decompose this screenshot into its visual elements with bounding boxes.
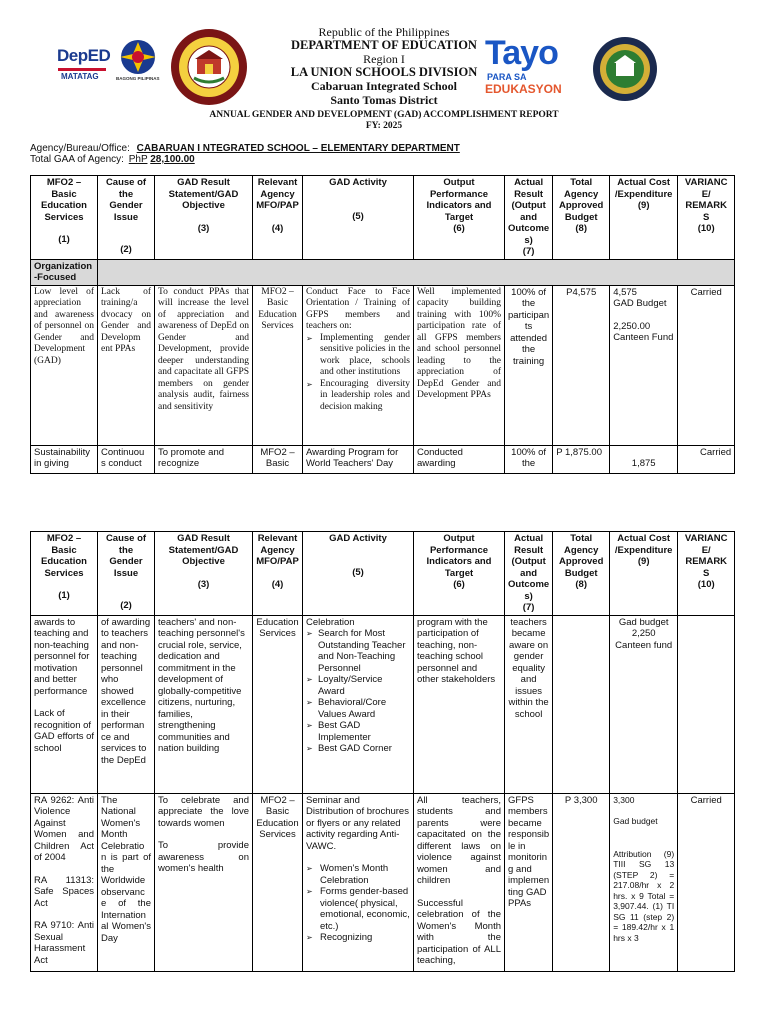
agency-label: Agency/Bureau/Office: [30, 143, 130, 154]
col-header-5: GAD Activity (5) [303, 176, 414, 260]
tayo-logo-text: Tayo [485, 34, 558, 72]
activity-item: ➢ Women's Month Celebration [306, 863, 410, 886]
cell-indicator: Conducted awarding [414, 445, 505, 473]
col-header-9: Actual Cost /Expenditure (9) [610, 176, 678, 260]
col-header-7: Actual Result (Output and Outcome s) (7) [505, 532, 553, 616]
activity-item: ➢ Loyalty/Service Award [306, 674, 410, 697]
col-header-2: Cause of the Gender Issue (2) [98, 532, 155, 616]
activity-item: ➢ Implementing gender sensitive policies in the work place, schools and other institutions [306, 333, 410, 379]
col-header-9: Actual Cost /Expenditure (9) [610, 532, 678, 616]
cell-cause: of awarding to teachers and non-teaching personnel who showed excellence in their performan ce and services to the DepEd [98, 615, 155, 793]
activity-item: ➢ Encouraging diversity in leadership roles and decision making [306, 379, 410, 414]
cell-activity: Awarding Program for World Teachers' Day [303, 445, 414, 473]
gad-table-part-2 [30, 531, 735, 972]
table-header-row [31, 176, 735, 260]
department-title: DEPARTMENT OF EDUCATION [291, 38, 477, 52]
table-row [31, 445, 735, 473]
cell-cause: The National Women's Month Celebratio n is part of the Worldwide observanc e of the Internation al Women's Day [98, 793, 155, 971]
activity-item: ➢ Best GAD Corner [306, 743, 410, 755]
cell-result: 100% of the [505, 445, 553, 473]
col-header-8: Total Agency Approved Budget (8) [553, 176, 610, 260]
republic-text: Republic of the Philippines [318, 25, 450, 39]
gaa-label: Total GAA of Agency: [30, 154, 124, 165]
cell-objective: To promote and recognize [155, 445, 253, 473]
cell-objective: To celebrate and appreciate the love towards women To provide awareness on women's health [155, 793, 253, 971]
table-header-row [31, 532, 735, 616]
cell-result: teachers became aware on gender equality and issues within the school [505, 615, 553, 793]
section-row [31, 259, 735, 285]
agency-value: CABARUAN I NTEGRATED SCHOOL – ELEMENTARY DEPARTMENT [136, 143, 460, 154]
cell-mfo: MFO2 – Basic Education Services [253, 793, 303, 971]
gaa-prefix: PhP [128, 154, 148, 165]
cell-issue: Low level of appreciation and awareness of personnel on Gender and Development (GAD) [31, 285, 98, 445]
activity-item: ➢ Forms gender-based violence( physical, emotional, economic, etc.) [306, 886, 410, 932]
cell-objective: teachers' and non-teaching personnel's crucial role, service, dedication and commitment in the development of globally-competitive citizens, nurturing, families, strengthening communities and nation building [155, 615, 253, 793]
cell-budget [553, 615, 610, 793]
district-name: Santo Tomas District [330, 93, 438, 107]
division-title: LA UNION SCHOOLS DIVISION [290, 65, 478, 79]
col-header-2: Cause of the Gender Issue (2) [98, 176, 155, 260]
col-header-1: MFO2 – Basic Education Services (1) [31, 532, 98, 616]
col-header-3: GAD Result Statement/GAD Objective (3) [155, 532, 253, 616]
region-text: Region I [363, 52, 405, 66]
cell-budget: P4,575 [553, 285, 610, 445]
cell-result: GFPS members became responsib le in monitorin g and implemen ting GAD PPAs [505, 793, 553, 971]
col-header-7: Actual Result (Output and Outcome s) (7) [505, 176, 553, 260]
report-title: ANNUAL GENDER AND DEVELOPMENT (GAD) ACCOMPLISHMENT REPORT [209, 110, 559, 120]
cell-activity: Seminar and Distribution of brochures or flyers or any related activity regarding Anti-VAWC. ➢ Women's Month Celebration ➢ Forms gender-based violence( physical, emotional, economic, etc.) ➢ Recognizing [303, 793, 414, 971]
cell-mfo: Education Services [253, 615, 303, 793]
cell-cause: Continuou s conduct [98, 445, 155, 473]
gad-table-part-1 [30, 175, 735, 474]
cell-cost: 1,875 [610, 445, 678, 473]
gaa-value: 28,100.00 [150, 154, 195, 165]
cell-cost: 4,575 GAD Budget 2,250.00 Canteen Fund [610, 285, 678, 445]
col-header-10: VARIANC E/ REMARK S (10) [678, 176, 735, 260]
bagong-pilipinas-text: BAGONG PILIPINAS [116, 76, 160, 81]
fiscal-year: FY: 2025 [365, 121, 403, 131]
cell-cost: 3,300 Gad budget Attribution (9) TIII SG 13 (STEP 2) = 217.08/hr x 2 hrs. x 9 Total = 3,907.44. (1) TI SG 11 (step 2) = 189.42/hr x 1 hrs x 3 [610, 793, 678, 971]
deped-logo-text: DepED [57, 46, 111, 65]
activity-item: ➢ Best GAD Implementer [306, 720, 410, 743]
cell-budget: P 1,875.00 [553, 445, 610, 473]
cell-remarks: Carried [678, 285, 735, 445]
cell-remarks [678, 615, 735, 793]
table-row [31, 285, 735, 445]
table-row [31, 793, 735, 971]
matatag-logo-text: MATATAG [61, 72, 99, 81]
col-header-10: VARIANC E/ REMARK S (10) [678, 532, 735, 616]
cell-mfo: MFO2 – Basic Education Services [253, 285, 303, 445]
para-sa-text: PARA SA [487, 72, 527, 82]
cell-mfo: MFO2 – Basic [253, 445, 303, 473]
agency-line [30, 143, 460, 154]
cell-issue: awards to teaching and non-teaching personnel for motivation and better performance Lack of recognition of GAD efforts of school [31, 615, 98, 793]
cell-issue: RA 9262: Anti Violence Against Women and Children Act of 2004 RA 11313: Safe Spaces Act RA 9710: Anti Sexual Harassment Act [31, 793, 98, 971]
col-header-5: GAD Activity (5) [303, 532, 414, 616]
cell-remarks: Carried [678, 445, 735, 473]
gaa-line [30, 154, 195, 165]
table-row [31, 615, 735, 793]
cell-indicator: All teachers, students and parents were capacitated on the different laws on violence against women and children Successful celebration of the Women's Month with the participation of ALL teaching, [414, 793, 505, 971]
cell-budget: P 3,300 [553, 793, 610, 971]
col-header-6: Output Performance Indicators and Target (6) [414, 176, 505, 260]
activity-item: ➢ Search for Most Outstanding Teacher and Non-Teaching Personnel [306, 628, 410, 674]
col-header-3: GAD Result Statement/GAD Objective (3) [155, 176, 253, 260]
cell-objective: To conduct PPAs that will increase the level of appreciation and awareness of DepEd on Gender and Development, provide deeper understanding and capacitate all GFPS members on gender analysis audit, fairness and sensitivity [155, 285, 253, 445]
cell-indicator: program with the participation of teaching, non-teaching school personnel and other stakeholders [414, 615, 505, 793]
col-header-4: Relevant Agency MFO/PAP (4) [253, 176, 303, 260]
cell-activity: Celebration ➢ Search for Most Outstanding Teacher and Non-Teaching Personnel ➢ Loyalty/Service Award ➢ Behavioral/Core Values Award ➢ Best GAD Implementer ➢ Best GAD Corner [303, 615, 414, 793]
col-header-6: Output Performance Indicators and Target (6) [414, 532, 505, 616]
edukasyon-text: EDUKASYON [485, 82, 562, 96]
cell-issue: Sustainability in giving [31, 445, 98, 473]
activity-item: ➢ Behavioral/Core Values Award [306, 697, 410, 720]
col-header-1: MFO2 – Basic Education Services (1) [31, 176, 98, 260]
section-label: Organization -Focused [31, 259, 98, 285]
cell-activity: Conduct Face to Face Orientation / Training of GFPS members and teachers on: ➢ Implementing gender sensitive policies in the work place, schools and other institutions ➢ Encouraging diversity in leadership roles and decision making [303, 285, 414, 445]
cell-cost: Gad budget 2,250 Canteen fund [610, 615, 678, 793]
school-name: Cabaruan Integrated School [310, 79, 457, 93]
cell-result: 100% of the participan ts attended the training [505, 285, 553, 445]
col-header-8: Total Agency Approved Budget (8) [553, 532, 610, 616]
cell-remarks: Carried [678, 793, 735, 971]
col-header-4: Relevant Agency MFO/PAP (4) [253, 532, 303, 616]
activity-item: ➢ Recognizing [306, 932, 410, 944]
cell-cause: Lack of training/a dvocacy on Gender and Developm ent PPAs [98, 285, 155, 445]
cell-indicator: Well implemented capacity building training with 100% participation rate of all GFPS members and school personnel leading to the appreciation of DepEd Gender and Development PPAs [414, 285, 505, 445]
